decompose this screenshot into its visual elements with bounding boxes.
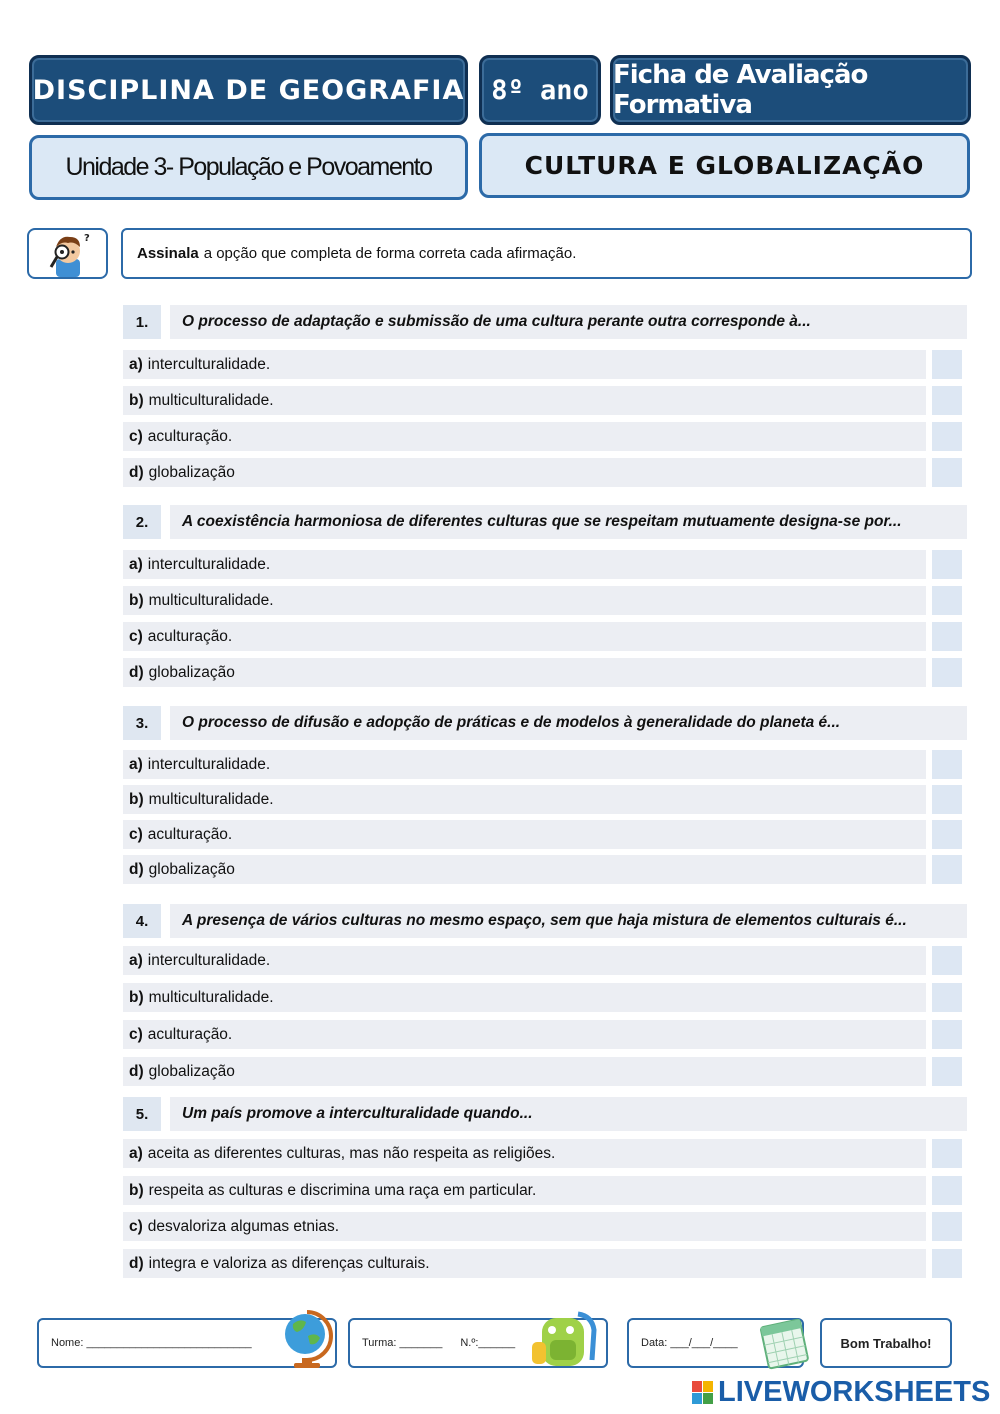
option-letter: c): [129, 1217, 143, 1235]
option-letter: d): [129, 463, 144, 481]
instruction-text: a opção que completa de forma correta cada afirmação.: [203, 245, 577, 262]
answer-checkbox[interactable]: [932, 1212, 962, 1241]
liveworksheets-text: LIVEWORKSHEETS: [718, 1376, 991, 1408]
answer-checkbox[interactable]: [932, 820, 962, 849]
number-label: N.º:______: [460, 1337, 516, 1349]
question-text: O processo de difusão e adopção de práticas e de modelos à generalidade do planeta é...: [170, 706, 967, 740]
option-text: multiculturalidade.: [148, 790, 274, 808]
sheet-type-label: Ficha de Avaliação Formativa: [613, 60, 868, 120]
backpack-icon: [528, 1306, 608, 1376]
answer-checkbox[interactable]: [932, 458, 962, 487]
option-text: respeita as culturas e discrimina uma raça em particular.: [148, 1181, 537, 1199]
answer-checkbox[interactable]: [932, 1020, 962, 1049]
instruction-bold: Assinala: [137, 245, 199, 262]
unit-title: [29, 135, 468, 200]
topic-title: [479, 133, 970, 198]
option-text: aculturação.: [147, 627, 233, 645]
option-letter: c): [129, 825, 143, 843]
question-text: O processo de adaptação e submissão de uma cultura perante outra corresponde à...: [170, 305, 967, 339]
option-letter: b): [129, 391, 144, 409]
globe-icon: [278, 1306, 336, 1374]
option-d: [123, 1057, 926, 1086]
answer-checkbox[interactable]: [932, 386, 962, 415]
question-number: 3.: [123, 706, 161, 740]
answer-checkbox[interactable]: [932, 1249, 962, 1278]
option-c: [123, 820, 926, 849]
calendar-icon: [756, 1313, 812, 1375]
answer-checkbox[interactable]: [932, 550, 962, 579]
discipline-title: [29, 55, 468, 125]
question-text: A coexistência harmoniosa de diferentes culturas que se respeitam mutuamente designa-se por...: [170, 505, 967, 539]
answer-checkbox[interactable]: [932, 658, 962, 687]
answer-checkbox[interactable]: [932, 983, 962, 1012]
detective-icon: [27, 228, 108, 279]
option-text: aculturação.: [147, 825, 233, 843]
option-d: [123, 855, 926, 884]
class-label: Turma: _______: [362, 1337, 443, 1349]
option-c: [123, 1212, 926, 1241]
option-b: [123, 1176, 926, 1205]
question-number: 5.: [123, 1097, 161, 1131]
answer-checkbox[interactable]: [932, 1139, 962, 1168]
sheet-type-title: [610, 55, 971, 125]
option-text: interculturalidade.: [147, 755, 271, 773]
option-c: [123, 622, 926, 651]
option-letter: d): [129, 860, 144, 878]
option-text: multiculturalidade.: [148, 988, 274, 1006]
option-text: globalização: [148, 1062, 235, 1080]
unit-label: Unidade 3- População e Povoamento: [65, 153, 432, 181]
liveworksheets-logo[interactable]: [692, 1376, 990, 1409]
option-a: [123, 550, 926, 579]
answer-checkbox[interactable]: [932, 855, 962, 884]
option-b: [123, 586, 926, 615]
answer-checkbox[interactable]: [932, 622, 962, 651]
answer-checkbox[interactable]: [932, 586, 962, 615]
option-letter: b): [129, 1181, 144, 1199]
question-text: Um país promove a interculturalidade quando...: [170, 1097, 967, 1131]
answer-checkbox[interactable]: [932, 422, 962, 451]
option-text: globalização: [148, 860, 235, 878]
option-text: aceita as diferentes culturas, mas não respeita as religiões.: [147, 1144, 556, 1162]
option-a: [123, 750, 926, 779]
option-text: interculturalidade.: [147, 355, 271, 373]
discipline-label: DISCIPLINA DE GEOGRAFIA: [32, 74, 465, 106]
option-letter: b): [129, 790, 144, 808]
date-label: Data: ___/___/____: [641, 1337, 738, 1349]
name-label: Nome: ___________________________: [51, 1337, 252, 1349]
question-number: 2.: [123, 505, 161, 539]
option-letter: b): [129, 988, 144, 1006]
option-letter: a): [129, 755, 143, 773]
option-letter: d): [129, 1254, 144, 1272]
good-work-label: Bom Trabalho!: [840, 1335, 932, 1351]
option-d: [123, 458, 926, 487]
option-letter: c): [129, 427, 143, 445]
option-letter: d): [129, 663, 144, 681]
option-letter: c): [129, 1025, 143, 1043]
option-letter: b): [129, 591, 144, 609]
year-label: 8º ano: [491, 74, 589, 106]
answer-checkbox[interactable]: [932, 946, 962, 975]
option-text: interculturalidade.: [147, 951, 271, 969]
question-number: 1.: [123, 305, 161, 339]
answer-checkbox[interactable]: [932, 750, 962, 779]
year-badge: [479, 55, 601, 125]
option-b: [123, 386, 926, 415]
option-text: aculturação.: [147, 427, 233, 445]
instruction-box: [121, 228, 972, 279]
option-a: [123, 350, 926, 379]
option-letter: a): [129, 355, 143, 373]
option-b: [123, 983, 926, 1012]
option-letter: c): [129, 627, 143, 645]
option-letter: a): [129, 555, 143, 573]
option-text: aculturação.: [147, 1025, 233, 1043]
question-text: A presença de vários culturas no mesmo espaço, sem que haja mistura de elementos culturais é...: [170, 904, 967, 938]
option-text: globalização: [148, 663, 235, 681]
answer-checkbox[interactable]: [932, 1176, 962, 1205]
topic-label: CULTURA E GLOBALIZAÇÃO: [524, 151, 925, 180]
option-letter: d): [129, 1062, 144, 1080]
option-text: globalização: [148, 463, 235, 481]
answer-checkbox[interactable]: [932, 350, 962, 379]
answer-checkbox[interactable]: [932, 1057, 962, 1086]
good-work-badge: [820, 1318, 952, 1368]
question-number: 4.: [123, 904, 161, 938]
option-letter: a): [129, 951, 143, 969]
liveworksheets-icon: [692, 1381, 714, 1405]
option-c: [123, 1020, 926, 1049]
svg-text:?: ?: [83, 232, 90, 244]
option-text: multiculturalidade.: [148, 391, 274, 409]
option-a: [123, 946, 926, 975]
option-d: [123, 658, 926, 687]
option-text: desvaloriza algumas etnias.: [147, 1217, 340, 1235]
option-letter: a): [129, 1144, 143, 1162]
option-b: [123, 785, 926, 814]
answer-checkbox[interactable]: [932, 785, 962, 814]
option-text: interculturalidade.: [147, 555, 271, 573]
option-text: integra e valoriza as diferenças culturais.: [148, 1254, 430, 1272]
option-a: [123, 1139, 926, 1168]
option-c: [123, 422, 926, 451]
option-d: [123, 1249, 926, 1278]
option-text: multiculturalidade.: [148, 591, 274, 609]
